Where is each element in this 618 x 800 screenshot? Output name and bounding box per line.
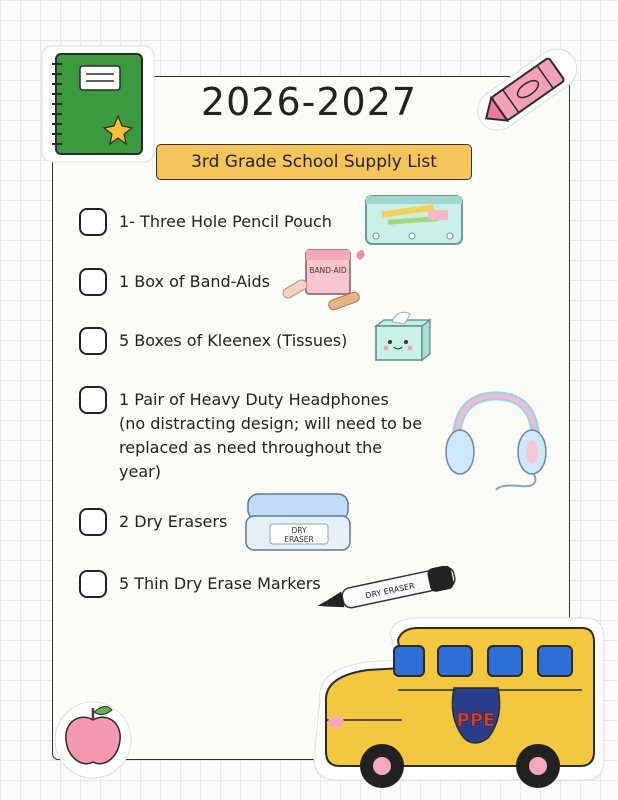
item-note: year): [119, 462, 161, 481]
apple-icon: [50, 694, 136, 780]
list-item: [79, 268, 270, 296]
item-label: 5 Thin Dry Erase Markers: [119, 574, 321, 593]
checkbox[interactable]: [79, 570, 107, 598]
headphones-icon: [438, 388, 550, 492]
list-item: [79, 386, 422, 484]
item-label: 1 Box of Band-Aids: [119, 272, 270, 291]
item-label: [119, 388, 422, 484]
item-note: (no distracting design; will need to be: [119, 414, 423, 433]
marker-label: DRY ERASER: [364, 581, 416, 601]
tissue-box-icon: [370, 306, 436, 364]
item-label: 2 Dry Erasers: [119, 512, 228, 531]
list-item: [79, 208, 332, 236]
item-title: 1 Pair of Heavy Duty Headphones: [119, 390, 389, 409]
item-label: 5 Boxes of Kleenex (Tissues): [119, 331, 348, 350]
dry-eraser-icon: [242, 486, 356, 556]
bandaid-box-icon: [276, 244, 370, 316]
pencil-pouch-icon: [362, 186, 468, 248]
item-note: replaced as need throughout the: [119, 438, 383, 457]
school-year-title: 2026-2027: [200, 80, 418, 124]
list-item: [79, 570, 321, 598]
checkbox[interactable]: [79, 208, 107, 236]
checkbox[interactable]: [79, 327, 107, 355]
list-item: [79, 508, 227, 536]
checkbox[interactable]: [79, 508, 107, 536]
eraser-label-line1: DRY: [291, 526, 307, 535]
eraser-label-line2: ERASER: [284, 535, 314, 544]
checkbox[interactable]: [79, 386, 107, 414]
item-label: 1- Three Hole Pencil Pouch: [119, 212, 332, 231]
marker-icon: [312, 566, 462, 616]
grade-banner: 3rd Grade School Supply List: [156, 144, 472, 180]
bus-logo-text: PPE: [456, 710, 496, 731]
list-item: [79, 327, 347, 355]
bandaid-box-label: BAND-AID: [309, 266, 347, 275]
checkbox[interactable]: [79, 268, 107, 296]
school-bus-icon: [306, 610, 612, 794]
